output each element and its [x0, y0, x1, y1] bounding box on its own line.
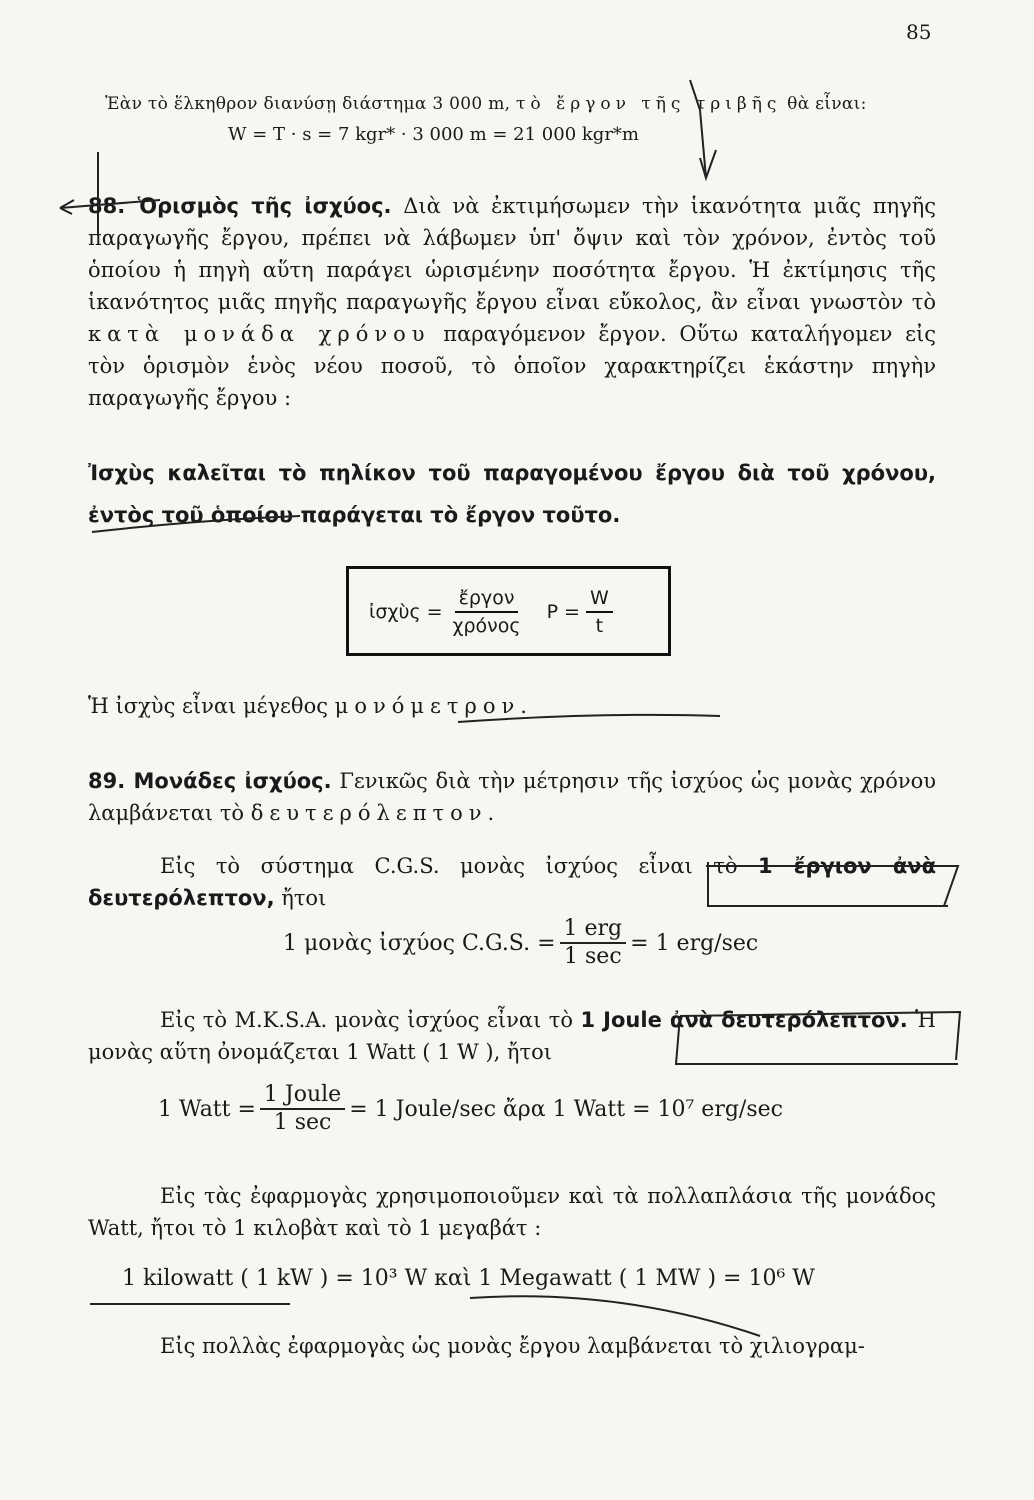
formula-den-symbol: t [595, 615, 604, 637]
power-definition: Ἰσχὺς καλεῖται τὸ πηλίκον τοῦ παραγομένου ἔργου διὰ τοῦ χρόνου, ἐντὸς τοῦ ὁποίου παράγεται τὸ ἔργον τοῦτο. [88, 461, 936, 527]
watt-den: 1 sec [273, 1110, 332, 1135]
mksa-tail: Ἡ μονὰς αὕτη ὀνομάζεται 1 Watt ( 1 W ), ἤτοι [88, 1008, 937, 1064]
section-89-spaced: δευτερόλεπτον. [250, 801, 501, 825]
section-88-text-2: παραγόμενον ἔργον. Οὕτω καταλήγομεν εἰς τὸν ὁρισμὸν ἑνὸς νέου ποσοῦ, τὸ ὁποῖον χαρακτηρίζει ἑκάστην πηγὴν παραγωγῆς ἔργου : [88, 322, 936, 410]
cgs-tail: ἤτοι [274, 886, 327, 910]
formula-equals-2: = [564, 601, 580, 623]
pencil-box-mksa [676, 1012, 960, 1064]
pencil-underline-scalar [458, 715, 720, 722]
multiples-paragraph: Εἰς τὰς ἐφαρμογὰς χρησιμοποιοῦμεν καὶ τὰ πολλαπλάσια τῆς μονάδος Watt, ἤτοι τὸ 1 κιλοβὰτ καὶ τὸ 1 μεγαβάτ : [88, 1184, 936, 1240]
pencil-box-cgs [706, 866, 958, 906]
watt-lhs: 1 Watt = [158, 1096, 256, 1122]
mksa-bold: 1 Joule ἀνὰ δευτερόλεπτον. [580, 1008, 908, 1032]
pencil-margin-mark-88 [60, 152, 160, 236]
formula-num-symbol: W [586, 587, 613, 613]
cgs-eq-lhs: 1 μονὰς ἰσχύος C.G.S. = [283, 930, 556, 956]
scalar-spaced: μονόμετρον. [334, 694, 533, 718]
scalar-text: Ἡ ἰσχὺς εἶναι μέγεθος [88, 694, 335, 718]
pencil-curve-multiples [470, 1296, 760, 1336]
formula-num-word: ἔργον [455, 587, 519, 613]
pencil-check-mark [690, 80, 706, 178]
pencil-box-cgs-bottom [708, 862, 948, 906]
pencil-check-tip [700, 150, 716, 178]
multiples-equation: 1 kilowatt ( 1 kW ) = 10³ W καὶ 1 Megawatt ( 1 MW ) = 10⁶ W [122, 1266, 815, 1291]
pencil-underline-definition [92, 516, 300, 532]
intro-text-c: θὰ εἶναι: [781, 94, 867, 114]
formula-lhs-symbol: P [546, 601, 559, 623]
formula-equals-1: = [426, 601, 443, 623]
section-88-heading: 88. Ὁρισμὸς τῆς ἰσχύος. [88, 194, 392, 218]
cgs-bold: 1 ἔργιον ἀνὰ δευτερόλεπτον, [88, 854, 936, 910]
last-line: Εἰς πολλὰς ἐφαρμογὰς ὡς μονὰς ἔργου λαμβάνεται τὸ χιλιογραμ- [160, 1334, 865, 1358]
section-88-spaced: κατὰ μονάδα χρόνου [88, 322, 431, 346]
watt-num: 1 Joule [260, 1084, 345, 1110]
formula-lhs-word: ἰσχὺς [369, 601, 421, 623]
section-89-heading: 89. Μονάδες ἰσχύος. [88, 769, 332, 793]
intro-text-a: Ἐὰν τὸ ἕλκηθρον διανύσῃ διάστημα 3 000 m, [105, 94, 517, 114]
cgs-eq-num: 1 erg [560, 918, 627, 944]
section-88-text-1: Διὰ νὰ ἐκτιμήσωμεν τὴν ἱκανότητα μιᾶς πηγῆς παραγωγῆς ἔργου, πρέπει νὰ λάβωμεν ὑπ' ὄψιν καὶ τὸν χρόνον, ἐντὸς τοῦ ὁποίου ἡ πηγὴ αὕτη παράγει ὡρισμένην ποσότητα ἔργου. Ἡ ἐκτίμησις τῆς ἱκανότητος μιᾶς πηγῆς παραγωγῆς ἔργου εἶναι εὔκολος, ἂν εἶναι γνωστὸν τὸ [88, 194, 936, 314]
mksa-text: Εἰς τὸ M.K.S.A. μονὰς ἰσχύος εἶναι τὸ [160, 1008, 581, 1032]
intro-equation: W = T · s = 7 kgr* · 3 000 m = 21 000 kgr*m [228, 124, 639, 145]
intro-text-spaced: τὸ ἔργον τῆς τριβῆς [516, 94, 782, 114]
watt-rhs: = 1 Joule/sec ἄρα 1 Watt = 10⁷ erg/sec [349, 1096, 783, 1122]
section-89-text-1: Γενικῶς διὰ τὴν μέτρησιν τῆς ἰσχύος ὡς μονὰς χρόνου λαμβάνεται τὸ [88, 769, 937, 825]
formula-den-word: χρόνος [452, 615, 521, 637]
cgs-eq-rhs: = 1 erg/sec [630, 930, 759, 956]
cgs-eq-den: 1 sec [564, 944, 622, 969]
cgs-text: Εἰς τὸ σύστημα C.G.S. μονὰς ἰσχύος εἶναι τὸ [160, 854, 759, 878]
page-number: 85 [906, 20, 932, 44]
